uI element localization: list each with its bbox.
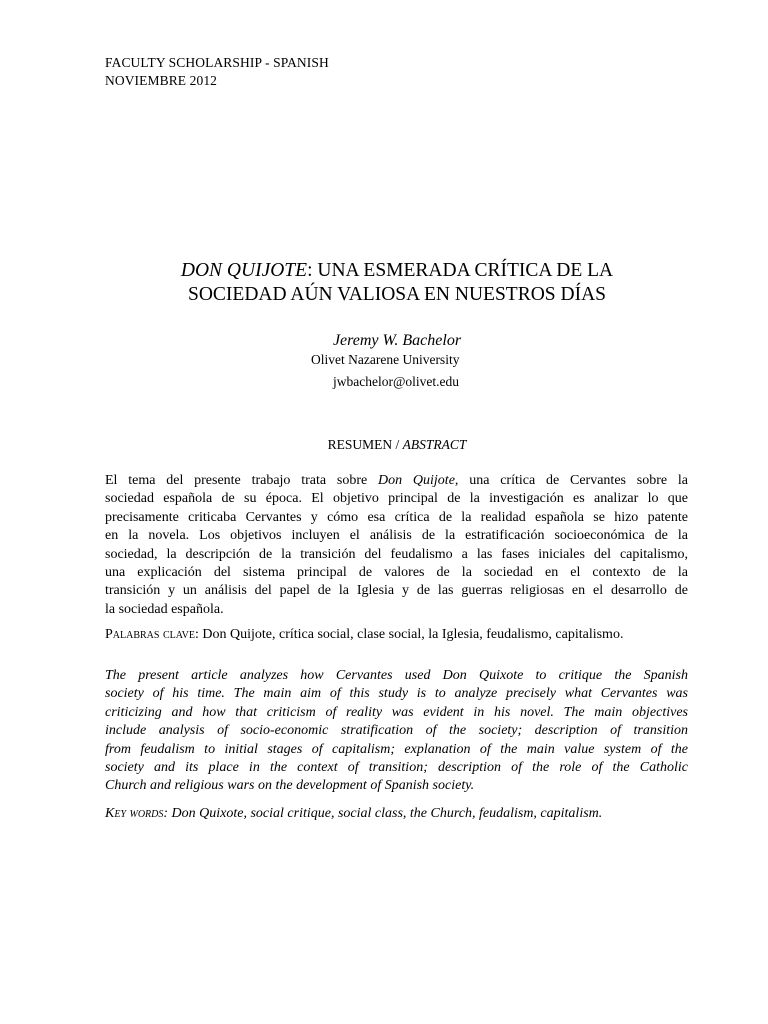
english-keywords-label: Key words [105, 806, 164, 821]
spanish-keywords-text: : Don Quijote, crítica social, clase social, la Iglesia, feudalismo, capitalismo. [195, 627, 624, 642]
author-email: jwbachelor@olivet.edu [333, 374, 460, 389]
journal-section: FACULTY SCHOLARSHIP - SPANISH [105, 55, 329, 70]
spanish-abstract-line: precisamente criticaba Cervantes y cómo esa crítica de la realidad española se hizo patente [105, 509, 688, 525]
abstract-heading [100, 436, 694, 454]
title-line-2: SOCIEDAD AÚN VALIOSA EN NUESTROS DÍAS [187, 284, 607, 305]
spanish-abstract-line: transición y un análisis del papel de la Iglesia y de las guerras religiosas en el desarrollo de [105, 583, 688, 599]
spanish-abstract-line: la sociedad española. [105, 601, 224, 617]
journal-date: NOVIEMBRE 2012 [105, 73, 218, 88]
journal-header [105, 54, 329, 90]
spanish-abstract-text: , una crítica de Cervantes sobre la [454, 473, 688, 488]
english-abstract [105, 667, 688, 796]
english-keywords [105, 805, 602, 823]
abstract-heading-abstract: ABSTRACT [402, 437, 467, 452]
title-line-1 [100, 259, 694, 283]
english-abstract-line: Church and religious wars on the development of Spanish society. [105, 778, 475, 794]
english-abstract-line: from feudalism to initial stages of capitalism; explanation of the main value system of the [105, 741, 688, 757]
english-abstract-line: include analysis of socio-economic stratification of the society; description of transition [105, 723, 688, 739]
spanish-abstract-line [105, 472, 688, 490]
author-name: Jeremy W. Bachelor [332, 332, 462, 349]
english-abstract-line: criticizing and how that criticism of reality was evident in his novel. The main objectives [105, 704, 688, 720]
spanish-abstract-line: una explicación del sistema principal de valores de la sociedad en el contexto de la [105, 565, 688, 581]
spanish-abstract-line: sociedad española de su época. El objetivo principal de la investigación es analizar lo que [105, 491, 688, 507]
author-affiliation: Olivet Nazarene University [311, 352, 460, 367]
spanish-keywords [105, 626, 623, 644]
article-title [100, 259, 694, 307]
english-abstract-line: society of his time. The main aim of this study is to analyze precisely what Cervantes was [105, 686, 688, 702]
spanish-abstract-title-ref: Don Quijote [378, 473, 455, 488]
spanish-abstract-line: sociedad, la descripción de la transición del feudalismo a las fases iniciales del capitalismo, [105, 546, 688, 562]
title-line-1-rest: : UNA ESMERADA CRÍTICA DE LA [307, 260, 614, 281]
spanish-keywords-label: Palabras clave [105, 627, 196, 642]
title-italic: DON QUIJOTE [180, 260, 308, 281]
spanish-abstract [105, 472, 688, 619]
abstract-heading-resumen: RESUMEN / [327, 437, 403, 452]
english-abstract-line: The present article analyzes how Cervantes used Don Quixote to critique the Spanish [105, 668, 688, 683]
english-abstract-line: society and its place in the context of transition; description of the role of the Catholic [105, 760, 688, 776]
spanish-abstract-text: El tema del presente trabajo trata sobre [105, 473, 379, 488]
english-keywords-text: : Don Quixote, social critique, social class, the Church, feudalism, capitalism. [163, 806, 603, 821]
spanish-abstract-line: en la novela. Los objetivos incluyen el análisis de la estratificación socioeconómica de la [105, 528, 688, 544]
